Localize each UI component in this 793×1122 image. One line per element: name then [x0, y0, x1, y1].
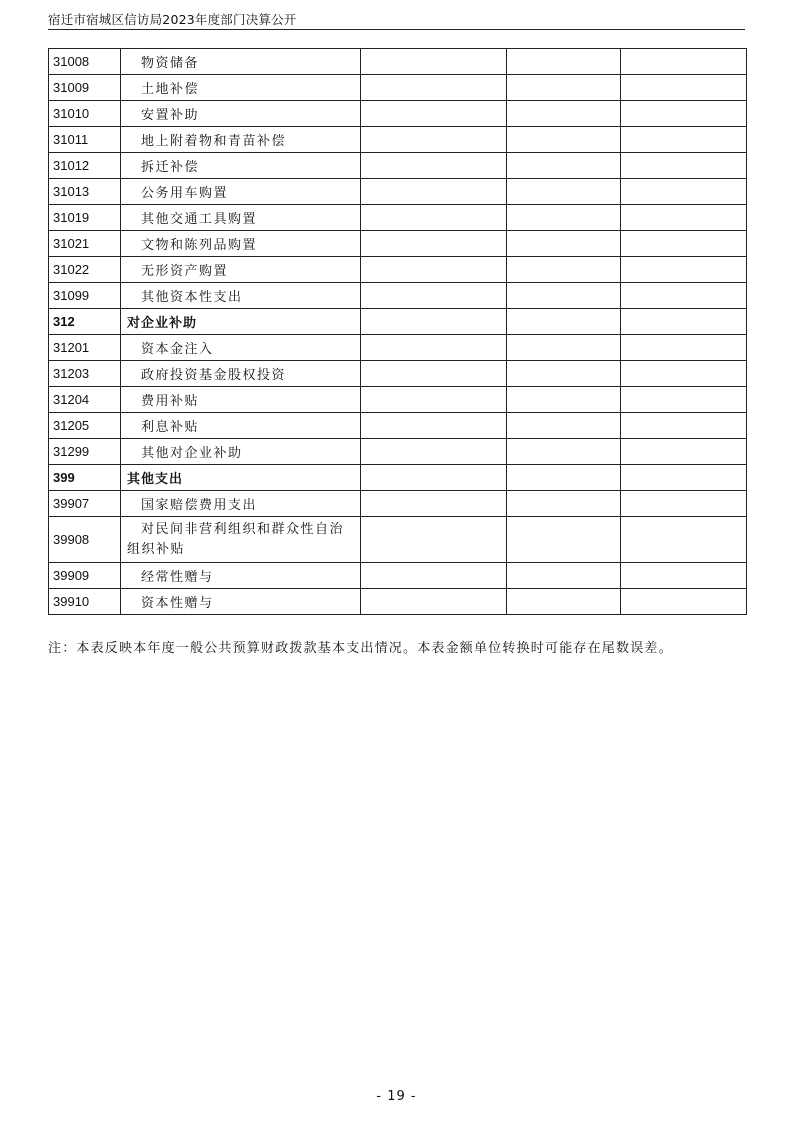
amount-cell: [621, 465, 747, 491]
economic-category-code: 31012: [49, 153, 121, 179]
amount-cell: [621, 563, 747, 589]
table-group-row: [49, 465, 747, 491]
economic-category-name: 安置补助: [121, 101, 361, 127]
economic-category-name: 拆迁补偿: [121, 153, 361, 179]
table-row: [49, 257, 747, 283]
economic-category-code: 31008: [49, 49, 121, 75]
economic-category-name: 政府投资基金股权投资: [121, 361, 361, 387]
economic-category-name: 费用补贴: [121, 387, 361, 413]
amount-cell: [361, 563, 507, 589]
amount-cell: [507, 257, 621, 283]
amount-cell: [507, 179, 621, 205]
amount-cell: [507, 413, 621, 439]
amount-cell: [507, 283, 621, 309]
economic-category-code: 312: [49, 309, 121, 335]
amount-cell: [621, 101, 747, 127]
amount-cell: [507, 387, 621, 413]
amount-cell: [507, 335, 621, 361]
amount-cell: [361, 465, 507, 491]
table-row: [49, 439, 747, 465]
amount-cell: [621, 387, 747, 413]
economic-category-name: 其他资本性支出: [121, 283, 361, 309]
table-body: [49, 49, 747, 615]
economic-category-code: 31013: [49, 179, 121, 205]
economic-category-name: 其他支出: [121, 465, 361, 491]
amount-cell: [621, 205, 747, 231]
header-divider: [48, 29, 745, 30]
amount-cell: [361, 75, 507, 101]
economic-category-name: 资本性赠与: [121, 589, 361, 615]
economic-category-name: 物资储备: [121, 49, 361, 75]
amount-cell: [361, 491, 507, 517]
amount-cell: [361, 439, 507, 465]
amount-cell: [361, 309, 507, 335]
economic-category-name: 文物和陈列品购置: [121, 231, 361, 257]
table-row: [49, 335, 747, 361]
amount-cell: [621, 179, 747, 205]
economic-category-code: 39909: [49, 563, 121, 589]
amount-cell: [621, 517, 747, 563]
table-row: [49, 517, 747, 563]
amount-cell: [621, 153, 747, 179]
amount-cell: [361, 205, 507, 231]
economic-category-code: 31205: [49, 413, 121, 439]
economic-category-code: 31201: [49, 335, 121, 361]
amount-cell: [361, 101, 507, 127]
economic-category-code: 31204: [49, 387, 121, 413]
amount-cell: [507, 153, 621, 179]
amount-cell: [361, 127, 507, 153]
amount-cell: [621, 49, 747, 75]
economic-category-code: 399: [49, 465, 121, 491]
amount-cell: [361, 517, 507, 563]
amount-cell: [507, 205, 621, 231]
amount-cell: [507, 231, 621, 257]
page-number: - 19 -: [376, 1089, 417, 1104]
amount-cell: [361, 335, 507, 361]
amount-cell: [621, 75, 747, 101]
table-row: [49, 589, 747, 615]
economic-category-name: 其他对企业补助: [121, 439, 361, 465]
economic-category-name: 土地补偿: [121, 75, 361, 101]
table-row: [49, 413, 747, 439]
amount-cell: [621, 283, 747, 309]
economic-category-name: 地上附着物和青苗补偿: [121, 127, 361, 153]
amount-cell: [621, 589, 747, 615]
economic-category-name: 公务用车购置: [121, 179, 361, 205]
table-row: [49, 127, 747, 153]
amount-cell: [621, 257, 747, 283]
amount-cell: [621, 335, 747, 361]
table-row: [49, 49, 747, 75]
amount-cell: [507, 101, 621, 127]
amount-cell: [507, 361, 621, 387]
table-footnote: 注：本表反映本年度一般公共预算财政拨款基本支出情况。本表金额单位转换时可能存在尾数误差。: [48, 641, 673, 656]
economic-category-name: 经常性赠与: [121, 563, 361, 589]
amount-cell: [507, 439, 621, 465]
table-group-row: [49, 309, 747, 335]
table-row: [49, 205, 747, 231]
economic-category-code: 31299: [49, 439, 121, 465]
table-row: [49, 563, 747, 589]
amount-cell: [507, 49, 621, 75]
table-row: [49, 491, 747, 517]
economic-category-code: 31022: [49, 257, 121, 283]
economic-category-code: 39910: [49, 589, 121, 615]
amount-cell: [361, 361, 507, 387]
amount-cell: [361, 153, 507, 179]
amount-cell: [507, 127, 621, 153]
amount-cell: [361, 387, 507, 413]
economic-category-code: 31021: [49, 231, 121, 257]
economic-category-code: 31011: [49, 127, 121, 153]
amount-cell: [621, 361, 747, 387]
table-row: [49, 283, 747, 309]
table-row: [49, 387, 747, 413]
economic-category-code: 39907: [49, 491, 121, 517]
table-row: [49, 231, 747, 257]
economic-category-name: 资本金注入: [121, 335, 361, 361]
amount-cell: [361, 257, 507, 283]
economic-category-code: 39908: [49, 517, 121, 563]
amount-cell: [361, 283, 507, 309]
economic-category-name: 利息补贴: [121, 413, 361, 439]
economic-category-name: 对民间非营利组织和群众性自治组织补贴: [121, 517, 361, 563]
amount-cell: [621, 231, 747, 257]
amount-cell: [621, 413, 747, 439]
amount-cell: [361, 589, 507, 615]
amount-cell: [621, 491, 747, 517]
table-row: [49, 179, 747, 205]
expenditure-table: [48, 48, 747, 615]
amount-cell: [361, 413, 507, 439]
table-row: [49, 361, 747, 387]
economic-category-name: 国家赔偿费用支出: [121, 491, 361, 517]
economic-category-code: 31099: [49, 283, 121, 309]
economic-category-code: 31009: [49, 75, 121, 101]
amount-cell: [621, 309, 747, 335]
table-row: [49, 75, 747, 101]
amount-cell: [361, 179, 507, 205]
economic-category-name: 对企业补助: [121, 309, 361, 335]
amount-cell: [361, 49, 507, 75]
document-header-title: 宿迁市宿城区信访局2023年度部门决算公开: [48, 12, 297, 27]
economic-category-name: 无形资产购置: [121, 257, 361, 283]
amount-cell: [507, 491, 621, 517]
amount-cell: [507, 563, 621, 589]
amount-cell: [621, 127, 747, 153]
amount-cell: [507, 589, 621, 615]
table-row: [49, 153, 747, 179]
table-row: [49, 101, 747, 127]
economic-category-name: 其他交通工具购置: [121, 205, 361, 231]
amount-cell: [507, 465, 621, 491]
amount-cell: [507, 75, 621, 101]
amount-cell: [507, 517, 621, 563]
amount-cell: [621, 439, 747, 465]
economic-category-code: 31010: [49, 101, 121, 127]
economic-category-code: 31019: [49, 205, 121, 231]
economic-category-code: 31203: [49, 361, 121, 387]
amount-cell: [507, 309, 621, 335]
amount-cell: [361, 231, 507, 257]
